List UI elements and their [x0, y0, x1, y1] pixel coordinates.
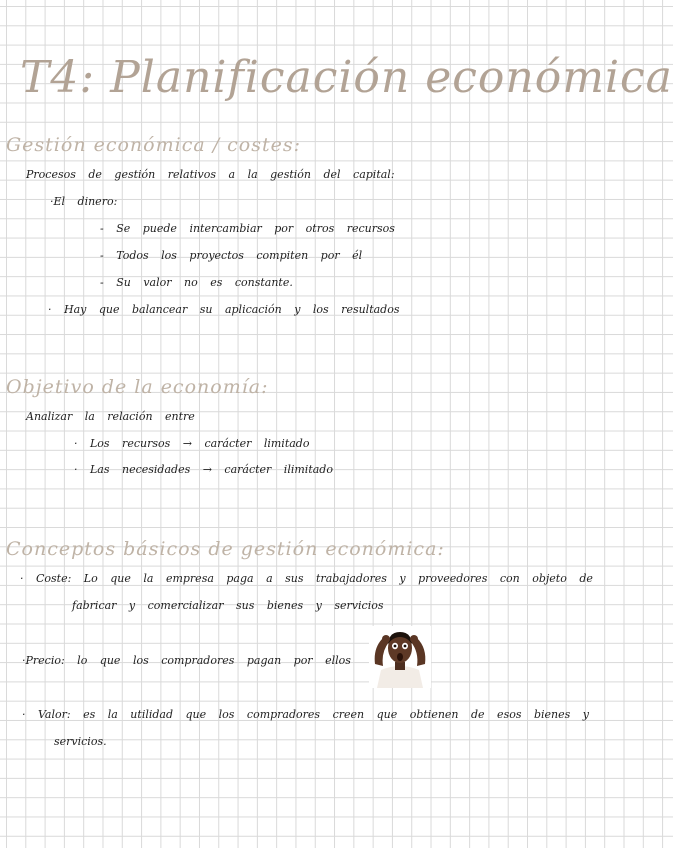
section-heading-gestion: Gestión económica / costes:: [6, 134, 302, 156]
note-line: - Se puede intercambiar por otros recursos: [100, 222, 395, 235]
note-line: ·El dinero:: [50, 195, 118, 208]
note-line: · Valor: es la utilidad que los compradores creen que obtienen de esos bienes y: [22, 708, 589, 721]
note-line: - Su valor no es constante.: [100, 276, 293, 289]
note-line: fabricar y comercializar sus bienes y servicios: [72, 599, 384, 612]
note-line: Analizar la relación entre: [26, 410, 195, 423]
note-line: · Las necesidades → carácter ilimitado: [74, 463, 333, 476]
surprised-person-photo: [369, 626, 431, 688]
section-heading-conceptos: Conceptos básicos de gestión económica:: [6, 538, 445, 560]
note-line: Procesos de gestión relativos a la gestión del capital:: [26, 168, 395, 181]
note-line: · Hay que balancear su aplicación y los resultados: [48, 303, 400, 316]
note-line: servicios.: [54, 735, 107, 748]
section-heading-objetivo: Objetivo de la economía:: [6, 376, 269, 398]
note-line: - Todos los proyectos compiten por él: [100, 249, 363, 262]
note-line: ·Precio: lo que los compradores pagan por ellos: [22, 654, 351, 667]
note-line: · Los recursos → carácter limitado: [74, 437, 310, 450]
page-title: T4: Planificación económica: [20, 52, 673, 103]
note-line: · Coste: Lo que la empresa paga a sus trabajadores y proveedores con objeto de: [20, 572, 593, 585]
